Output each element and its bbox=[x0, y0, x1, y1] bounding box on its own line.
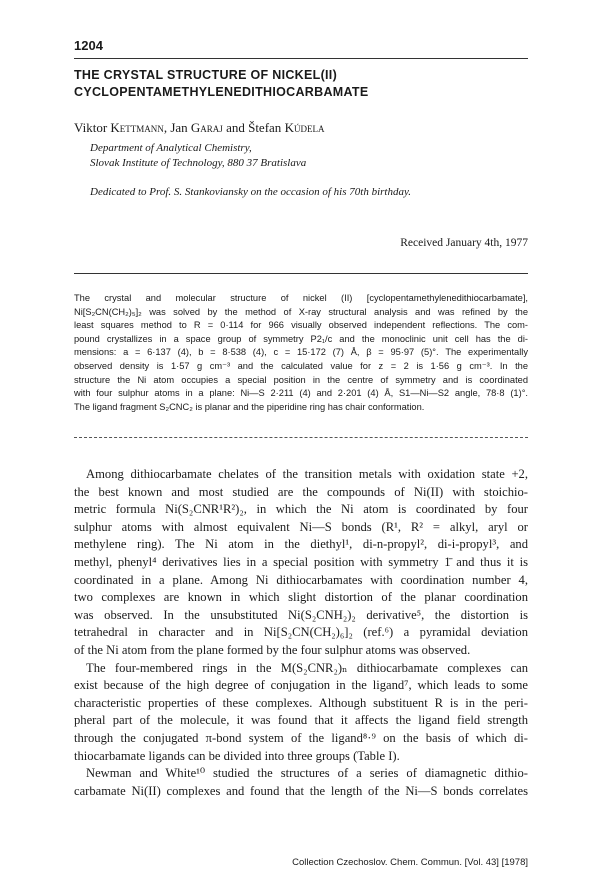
abstract-line: least squares method to R = 0·114 for 966 visually observed independent reflections. The com- bbox=[74, 320, 528, 331]
body-line: pheral part of the molecule, it was found that it affects the ligand field strength bbox=[74, 713, 528, 728]
author-2-surname: Garaj bbox=[190, 120, 223, 135]
dedication: Dedicated to Prof. S. Stankoviansky on the occasion of his 70th birthday. bbox=[90, 186, 411, 198]
body-line: through the conjugated π-bond system of the ligand⁸·⁹ on the basis of which di- bbox=[74, 730, 528, 745]
author-3-first-name: Štefan bbox=[248, 120, 282, 135]
abstract-top-rule bbox=[74, 273, 528, 274]
body-line: sulphur atoms with almost equivalent Ni—S bonds (R¹, R² = alkyl, aryl or bbox=[74, 519, 528, 534]
body-line: two complexes are known in which slight distortion of the planar coordination bbox=[74, 590, 528, 605]
abstract-line: pound crystallizes in a space group of symmetry P2₁/c and the monoclinic unit cell has the di- bbox=[74, 333, 528, 344]
header-rule bbox=[74, 58, 528, 59]
body-line: the best known and most studied are the compounds of Ni(II) with stoichio- bbox=[74, 484, 528, 499]
author-2-first-name: Jan bbox=[170, 120, 188, 135]
received-date: Received January 4th, 1977 bbox=[400, 237, 528, 249]
abstract bbox=[74, 292, 528, 414]
body-line: carbamate Ni(II) complexes and found that the length of the Ni—S bonds correlates bbox=[74, 783, 528, 798]
affiliation-line: Department of Analytical Chemistry, bbox=[90, 142, 252, 154]
abstract-bottom-rule bbox=[74, 437, 528, 438]
abstract-line: with four sulphur atoms in a plane: Ni—S 2·211 (4) and 2·201 (4) Å, S1—Ni—S2 angle, 78·8 (1)°. bbox=[74, 388, 528, 399]
body-line: thiocarbamate ligands can be divided into three groups (Table I). bbox=[74, 748, 400, 763]
article-title bbox=[74, 67, 534, 101]
authors bbox=[74, 120, 324, 136]
abstract-line: mensions: a = 6·137 (4), b = 8·538 (4), c = 15·172 (7) Å, β = 95·97 (5)°. The experimentally bbox=[74, 347, 528, 358]
abstract-line: structure the Ni atom occupies a special position in the centre of symmetry and is coordinated bbox=[74, 374, 528, 385]
title-line: THE CRYSTAL STRUCTURE OF NICKEL(II) bbox=[74, 68, 338, 82]
body-line: metric formula Ni(S₂CNR¹R²)₂, in which the Ni atom is coordinated by four bbox=[74, 502, 528, 517]
author-separator: and bbox=[222, 120, 249, 135]
author-3-surname: Kúdela bbox=[284, 120, 325, 135]
body-line: methyl, phenyl⁴ derivatives lies in a special position with symmetry 1̄ and thus it is bbox=[74, 554, 528, 569]
body-line: was observed. In the unsubstituted Ni(S₂CNH₂)₂ derivative⁵, the distortion is bbox=[74, 607, 528, 622]
abstract-line: observed density is 1·57 g cm⁻³ and the calculated value for z = 2 is 1·56 g cm⁻³. In the bbox=[74, 360, 528, 371]
body-line: methylene ring). The Ni atom in the diethyl¹, di-n-propyl², di-i-propyl³, and bbox=[74, 537, 528, 552]
body-line: coordinated in a plane. Among Ni dithiocarbamates with coordination number 4, bbox=[74, 572, 528, 587]
body-line: exist because of the high degree of conjugation in the ligand⁷, which leads to some bbox=[74, 678, 528, 693]
abstract-line: The crystal and molecular structure of nickel (II) [cyclopentamethylenedithiocarbamate], bbox=[74, 293, 528, 303]
title-line: CYCLOPENTAMETHYLENEDITHIOCARBAMATE bbox=[74, 85, 369, 99]
affiliation bbox=[90, 141, 306, 171]
abstract-line: The ligand fragment S₂CNC₂ is planar and the piperidine ring has chair conformation. bbox=[74, 401, 425, 412]
body-line: tetrahedral in character and in Ni[S₂CN(CH₂)₆]₂ (ref.⁶) a pyramidal deviation bbox=[74, 625, 528, 640]
page-number: 1204 bbox=[74, 38, 103, 53]
affiliation-line: Slovak Institute of Technology, 880 37 Bratislava bbox=[90, 157, 307, 169]
body-line: The four-membered rings in the M(S₂CNR₂)ₙ dithiocarbamate complexes can bbox=[86, 660, 528, 675]
body-text bbox=[74, 466, 528, 800]
journal-citation-footer: Collection Czechoslov. Chem. Commun. [Vol. 43] [1978] bbox=[292, 857, 528, 868]
body-line: Among dithiocarbamate chelates of the transition metals with oxidation state +2, bbox=[86, 467, 528, 481]
author-1-first-name: Viktor bbox=[74, 120, 108, 135]
body-line: characteristic properties of these complexes. Although substituent R is in the peri- bbox=[74, 695, 528, 710]
body-line: of the Ni atom from the plane formed by the four sulphur atoms was observed. bbox=[74, 642, 471, 657]
abstract-line: Ni[S₂CN(CH₂)₅]₂ was solved by the method of X-ray structural analysis and was refined by the bbox=[74, 306, 528, 317]
body-line: Newman and White¹⁰ studied the structures of a series of diamagnetic dithio- bbox=[86, 766, 528, 781]
author-separator: , bbox=[163, 120, 171, 135]
author-1-surname: Kettmann bbox=[110, 120, 164, 135]
